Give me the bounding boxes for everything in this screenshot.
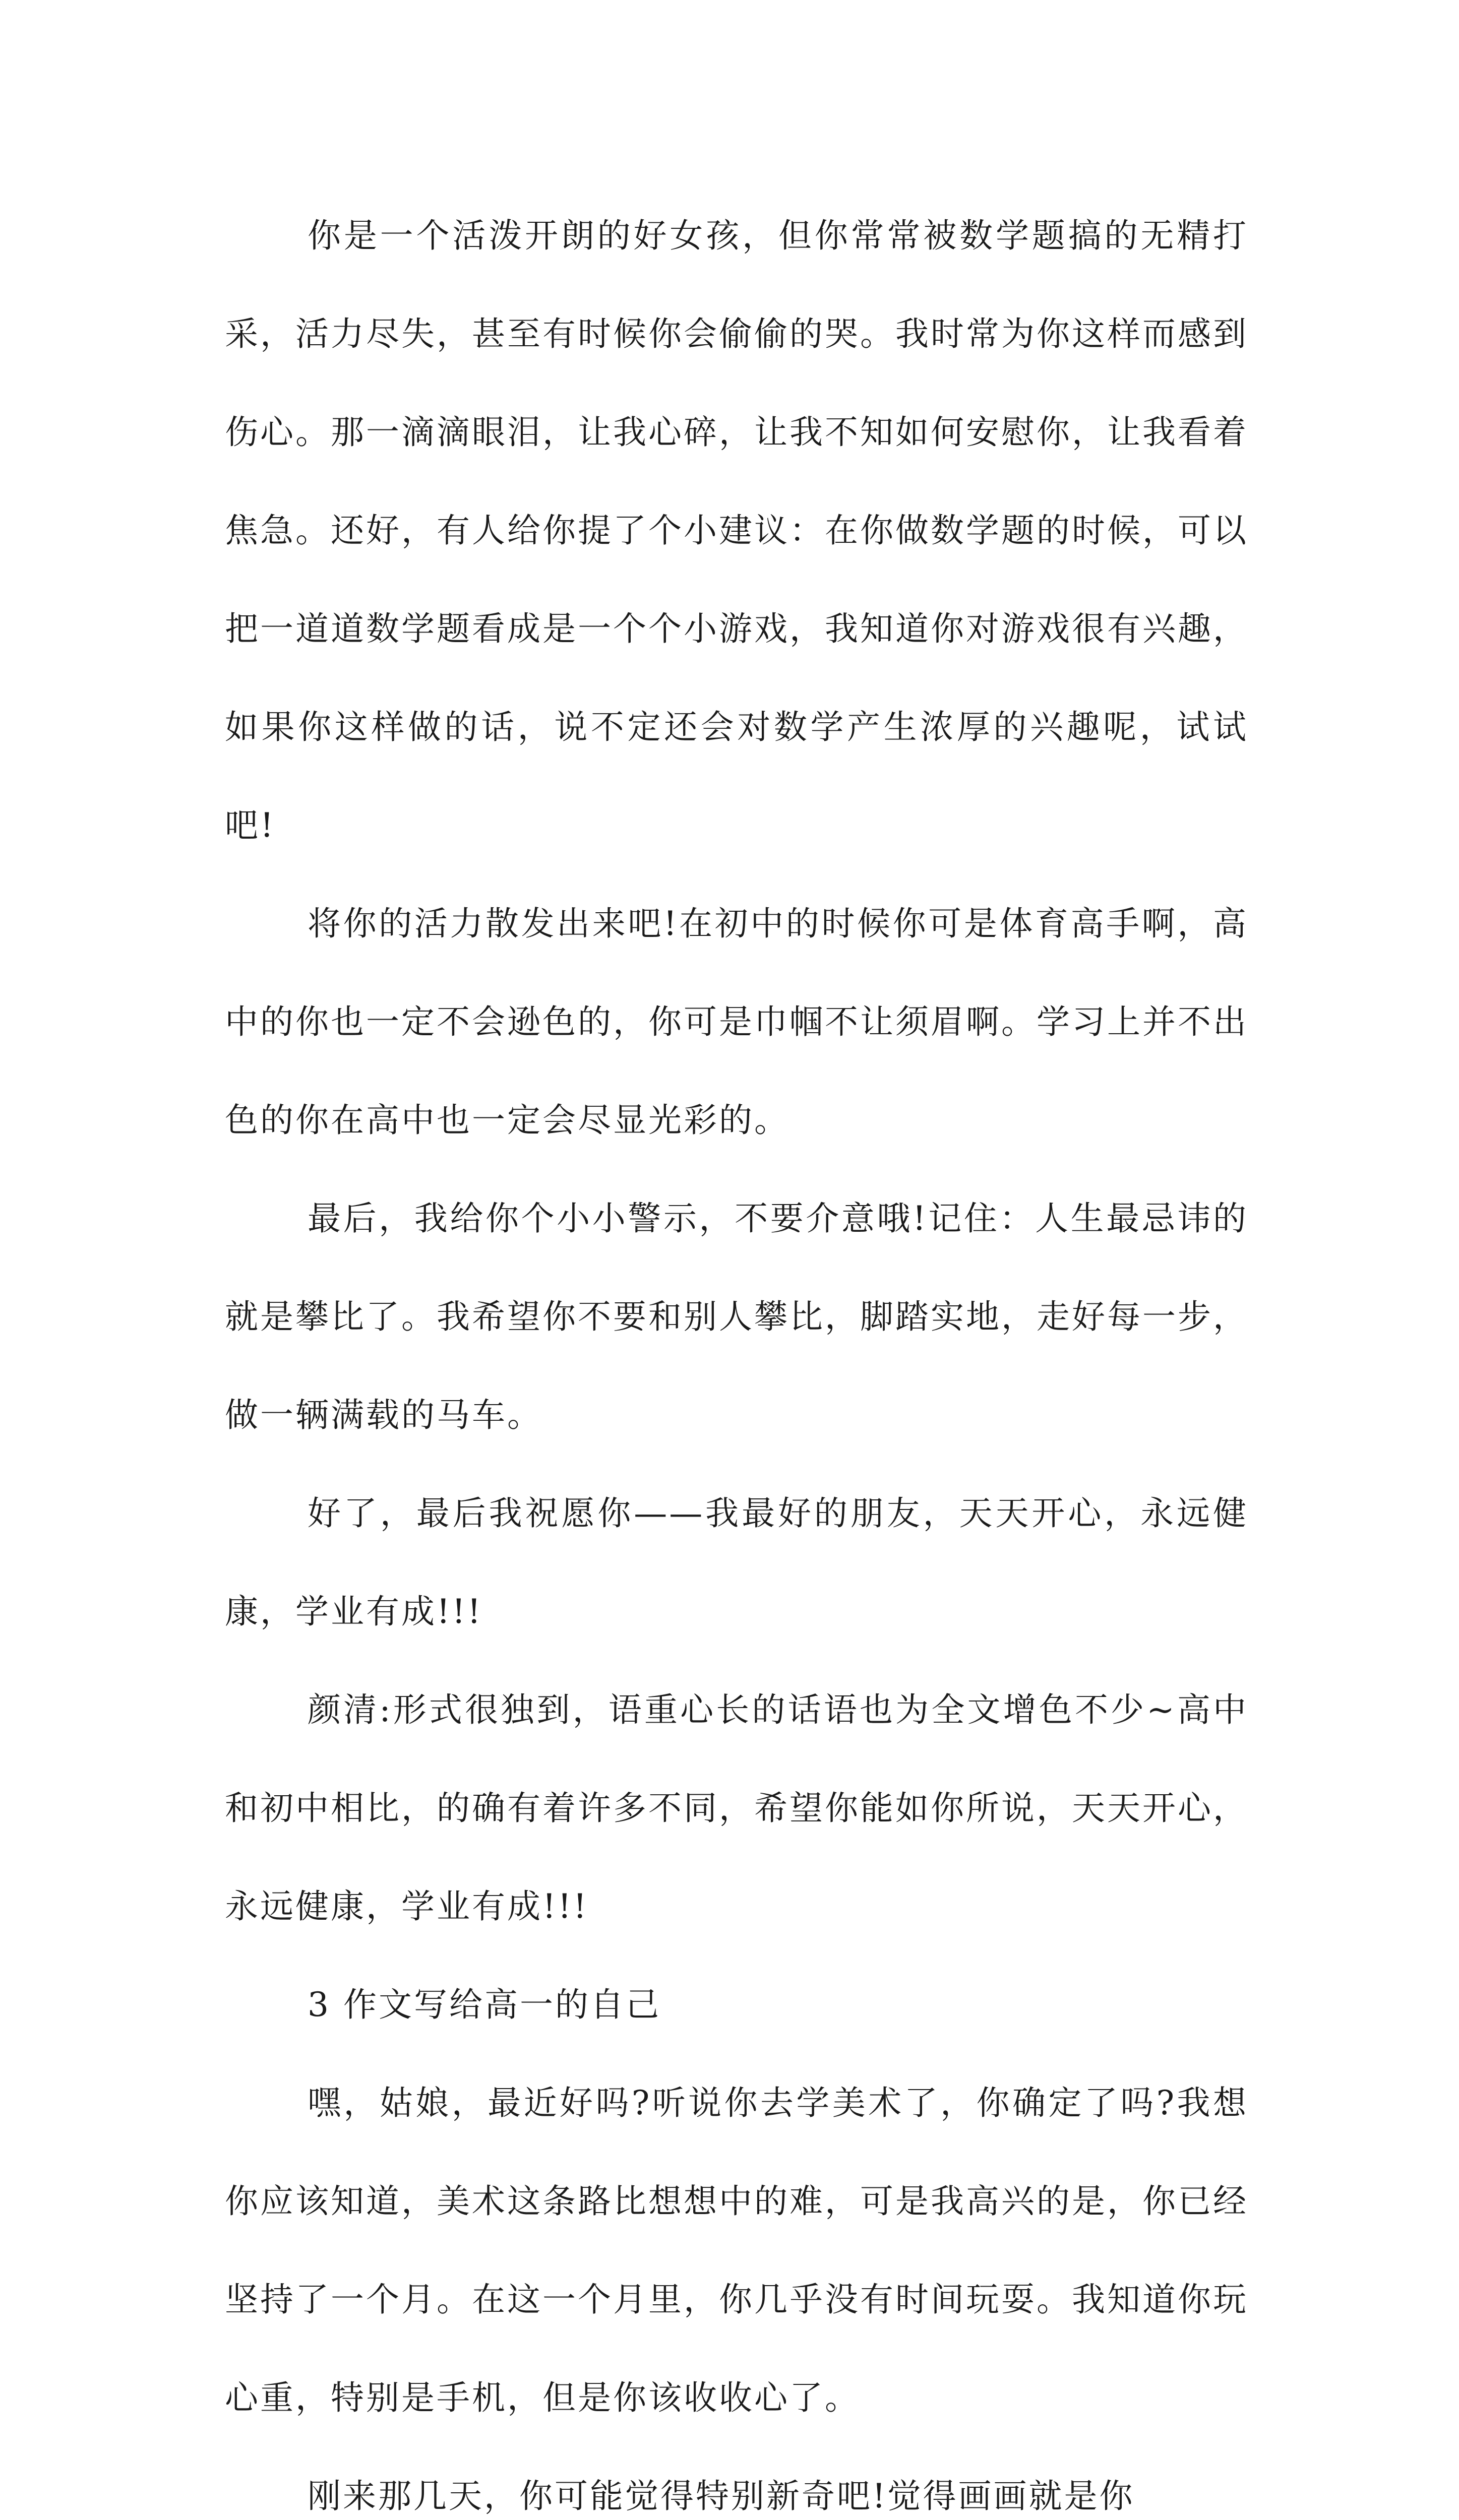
section-heading: 3 作文写给高一的自己: [308, 1985, 661, 2024]
paragraph-wishes: 好了，最后我祝愿你——我最好的朋友，天天开心，永远健康，学业有成!!!: [225, 1494, 1248, 1631]
paragraph-comment: 颜清:形式很独到，语重心长的话语也为全文增色不少~高中和初中相比，的确有着许多不同，希望你能如你所说，天天开心，永远健康，学业有成!!!: [225, 1690, 1248, 1926]
paragraph-art-study: 嘿，姑娘，最近好吗?听说你去学美术了，你确定了吗?我想你应该知道，美术这条路比想想中的难，可是我高兴的是，你已经坚持了一个月。在这一个月里，你几乎没有时间玩耍。我知道你玩心重，特别是手机，但是你该收收心了。: [225, 2084, 1248, 2417]
document-body: [225, 186, 1248, 2520]
paragraph-first-days: 刚来那几天，你可能觉得特别新奇吧!觉得画画就是你: [308, 2477, 1135, 2515]
paragraph-sports-vitality: 将你的活力散发出来吧!在初中的时候你可是体育高手啊，高中的你也一定不会逊色的，你可是巾帼不让须眉啊。学习上并不出色的你在高中也一定会尽显光彩的。: [225, 904, 1248, 1140]
paragraph-warning: 最后，我给你个小小警示，不要介意哦!记住：人生最忌讳的就是攀比了。我希望你不要和别人攀比，脚踏实地，走好每一步，做一辆满载的马车。: [225, 1199, 1248, 1434]
paragraph-math-advice: 你是一个活泼开朗的好女孩，但你常常被数学题搞的无精打采，活力尽失，甚至有时候你会偷偷的哭。我时常为你这样而感到伤心。那一滴滴眼泪，让我心碎，让我不知如何安慰你，让我看着焦急。还好，有人给你提了个小建议：在你做数学题的时候，可以把一道道数学题看成是一个个小游戏，我知道你对游戏很有兴趣，如果你这样做的话，说不定还会对数学产生浓厚的兴趣呢，试试吧!: [225, 216, 1248, 845]
